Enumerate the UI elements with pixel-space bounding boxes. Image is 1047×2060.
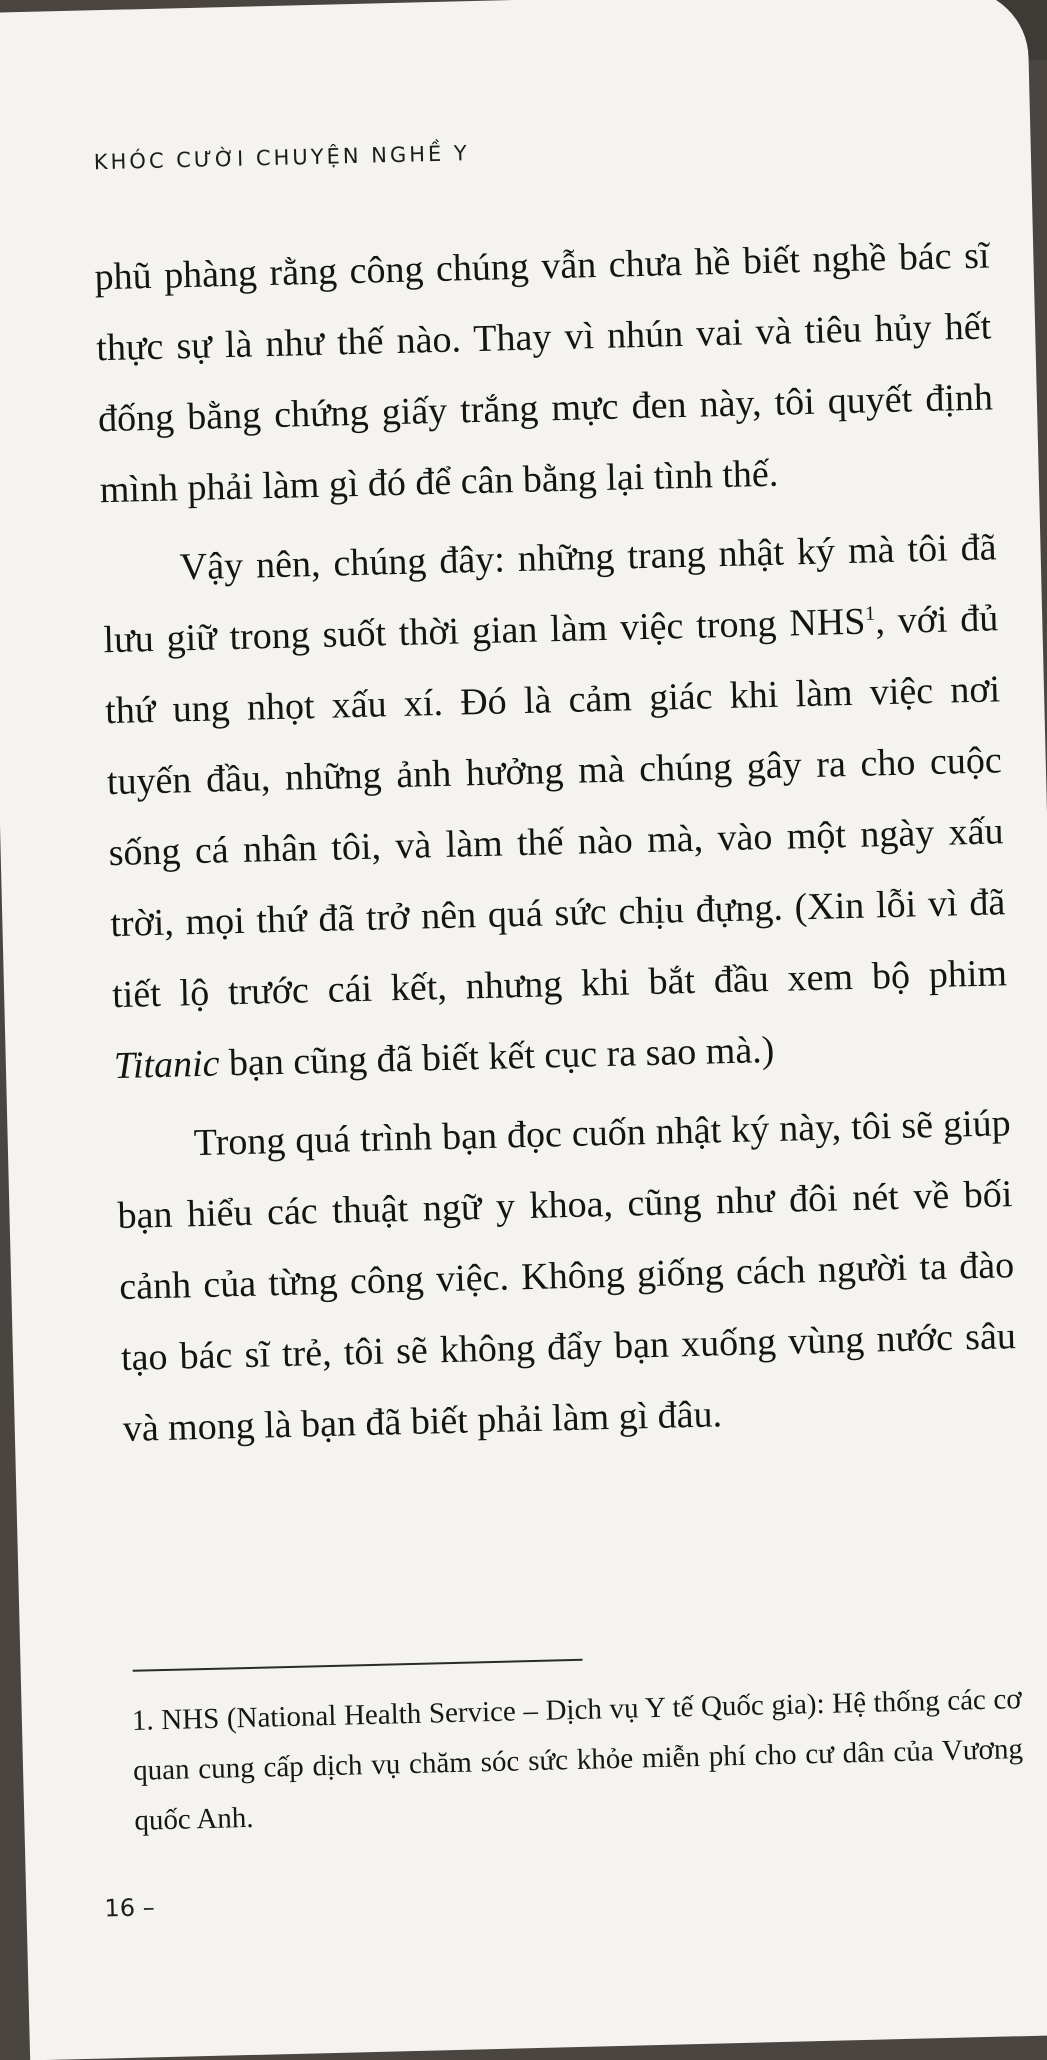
- paragraph-3: Trong quá trình bạn đọc cuốn nhật ký này, tôi sẽ giúp bạn hiểu các thuật ngữ y khoa, cũng như đôi nét về bối cảnh của từng công việc. Không giống cách người ta đào tạo bác sĩ trẻ, tôi sẽ không đẩy bạn xuống vùng nước sâu và mong là bạn đã biết phải làm gì đâu.: [117, 1102, 1017, 1450]
- film-title: Titanic: [113, 1042, 220, 1088]
- body-text: [94, 220, 1019, 1465]
- paragraph-1: phũ phàng rằng công chúng vẫn chưa hề biết nghề bác sĩ thực sự là như thế nào. Thay vì nhún vai và tiêu hủy hết đống bằng chứng giấy trắng mực đen này, tôi quyết định mình phải làm gì đó để cân bằng lại tình thế.: [94, 234, 994, 512]
- paragraph-2-part-b: , với đủ thứ ung nhọt xấu xí. Đó là cảm giác khi làm việc nơi tuyến đầu, những ảnh hưởng mà chúng gây ra cho cuộc sống cá nhân tôi, và làm thế nào mà, vào một ngày xấu trời, mọi thứ đã trở nên quá sức chịu đựng. (Xin lỗi vì đã tiết lộ trước cái kết, nhưng khi bắt đầu xem bộ phim: [104, 597, 1008, 1017]
- paragraph-2: [101, 512, 1010, 1102]
- running-head: KHÓC CƯỜI CHUYỆN NGHỀ Y: [93, 141, 471, 175]
- paragraph-2-part-c: bạn cũng đã biết kết cục ra sao mà.): [218, 1028, 775, 1085]
- footnote: [131, 1674, 1024, 1846]
- page-number: 16 –: [104, 1893, 155, 1923]
- footnote-marker: 1: [864, 602, 876, 625]
- footnote-text: 1. NHS (National Health Service – Dịch vụ Y tế Quốc gia): Hệ thống các cơ quan cung cấp dịch vụ chăm sóc sức khỏe miễn phí cho cư dân của Vương quốc Anh.: [131, 1683, 1024, 1837]
- footnote-divider: [133, 1659, 583, 1672]
- paragraph-2-part-a: Vậy nên, chúng đây: những trang nhật ký mà tôi đã lưu giữ trong suốt thời gian làm việc trong NHS: [102, 526, 998, 662]
